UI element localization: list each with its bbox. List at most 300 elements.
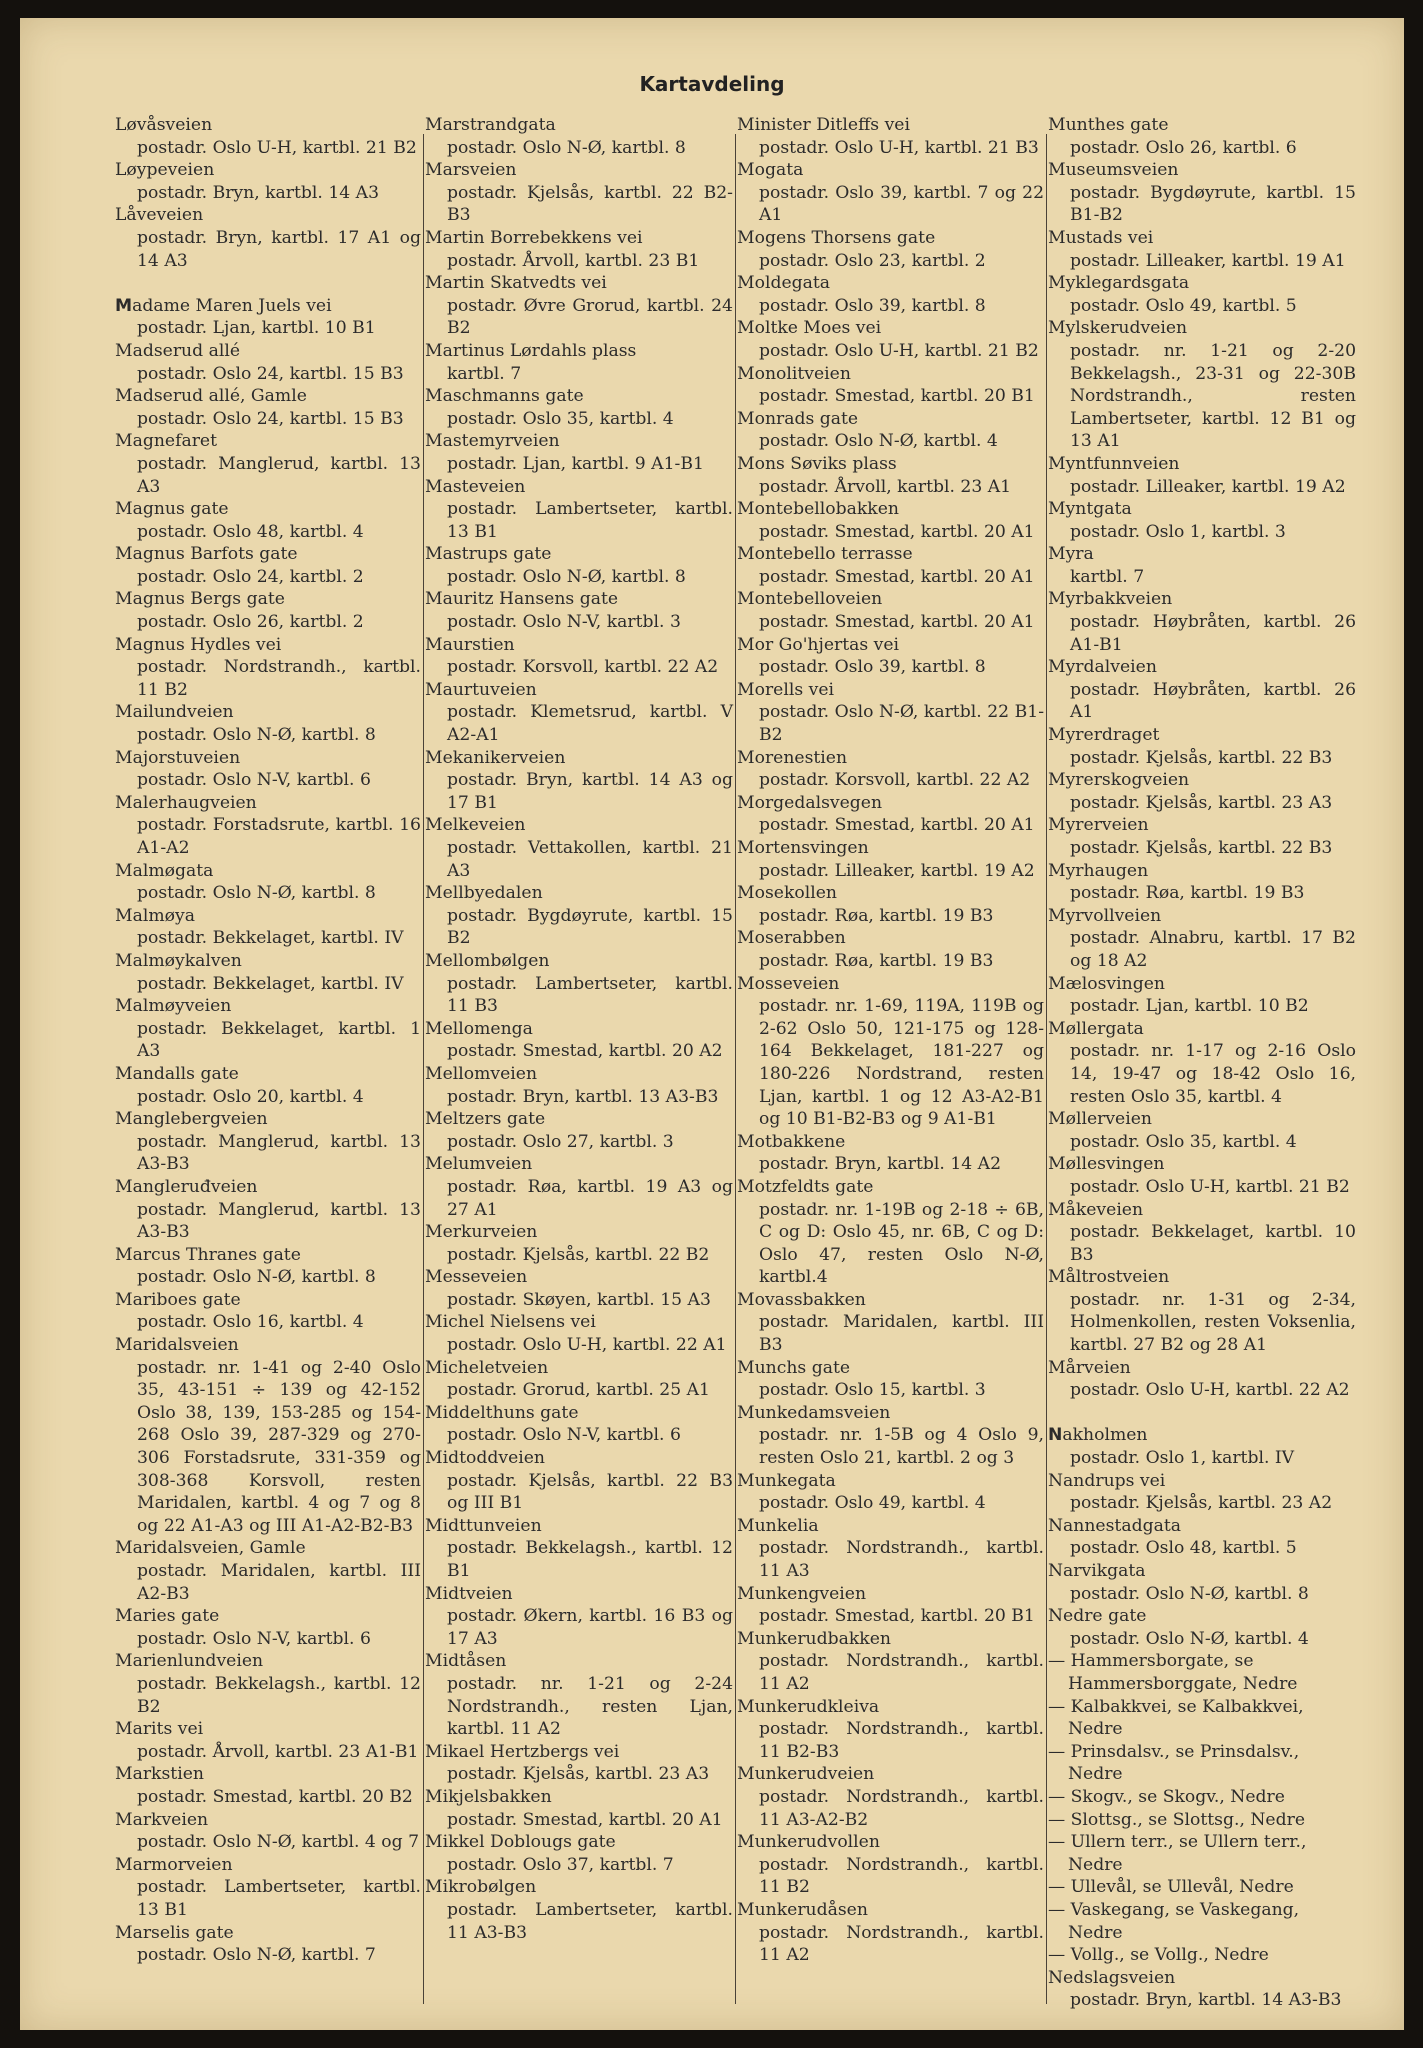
street-detail: postadr. Skøyen, kartbl. 15 A3 xyxy=(447,1289,711,1310)
street-detail: postadr. Oslo 39, kartbl. 8 xyxy=(759,657,986,678)
street-entry xyxy=(425,1018,733,1063)
street-name-text: Narvikgata xyxy=(1048,1561,1146,1581)
street-name-text: Myrerskogveien xyxy=(1048,770,1190,791)
street-name-text: Munkerudkleiva xyxy=(737,1696,880,1717)
street-entry xyxy=(115,1063,421,1108)
street-entry xyxy=(1048,814,1356,859)
street-detail: postadr. Oslo 39, kartbl. 8 xyxy=(759,295,986,316)
street-detail: postadr. Bryn, kartbl. 14 A2 xyxy=(759,1154,1002,1175)
street-name-text: Midtveien xyxy=(425,1583,513,1604)
street-name xyxy=(425,1447,733,1470)
street-detail: postadr. nr. 1-31 og 2-34, Holmenkollen, resten Voksenlia, kartbl. 27 B2 og 28 A1 xyxy=(1070,1289,1356,1356)
street-detail: postadr. Klemetsrud, kartbl. V A2-A1 xyxy=(447,702,733,746)
street-detail: postadr. Smestad, kartbl. 20 A1 xyxy=(759,612,1035,633)
street-name-text: Motbakkene xyxy=(737,1131,846,1152)
street-entry xyxy=(425,1741,733,1786)
street-entry xyxy=(425,476,733,544)
street-detail: postadr. Lambertseter, kartbl. 11 B3 xyxy=(447,973,733,1017)
street-name xyxy=(425,679,733,702)
street-name-text: Morenestien xyxy=(737,747,848,768)
street-entry xyxy=(737,973,1044,1131)
street-entry xyxy=(1048,1967,1356,2012)
street-detail: kartbl. 7 xyxy=(1070,566,1145,587)
street-name-text: Myklegardsgata xyxy=(1048,273,1190,294)
street-name-text: Martin Skatvedts vei xyxy=(425,273,607,294)
street-detail: postadr. Forstadsrute, kartbl. 16 A1-A2 xyxy=(137,815,421,858)
street-name xyxy=(425,272,733,295)
street-entry xyxy=(737,1831,1044,1899)
street-name xyxy=(115,995,421,1018)
street-name xyxy=(425,1153,733,1176)
street-detail: postadr. nr. 1-5B og 4 Oslo 9, resten Oslo 21, kartbl. 2 og 3 xyxy=(759,1425,1044,1469)
street-entry xyxy=(115,1854,421,1922)
street-name-text: Micheletveien xyxy=(425,1357,549,1378)
street-name-text: Melkeveien xyxy=(425,815,526,836)
street-entry xyxy=(425,1583,733,1651)
street-name xyxy=(115,114,421,137)
street-detail: postadr. Oslo N-V, kartbl. 6 xyxy=(137,1628,371,1649)
street-detail: postadr. Bekkelagsh., kartbl. 12 B2 xyxy=(137,1673,421,1717)
street-detail: postadr. Økern, kartbl. 16 B3 og 17 A3 xyxy=(447,1606,733,1649)
street-entry xyxy=(737,1583,1044,1628)
street-detail: postadr. Oslo N-Ø, kartbl. 22 B1-B2 xyxy=(759,702,1044,746)
street-name xyxy=(1048,1560,1356,1583)
street-detail: postadr. Oslo N-Ø, kartbl. 4 xyxy=(759,431,998,452)
street-entry xyxy=(1048,159,1356,227)
street-detail: postadr. Manglerud, kartbl. 13 A3-B3 xyxy=(137,1199,421,1243)
street-detail: postadr. Oslo 35, kartbl. 4 xyxy=(447,408,674,429)
street-detail: postadr. Kjelsås, kartbl. 22 B3 og III B1 xyxy=(447,1470,733,1514)
street-name-text: Myrvollveien xyxy=(1048,905,1162,926)
street-entry xyxy=(115,1289,421,1334)
street-name-text: Motzfeldts gate xyxy=(737,1176,874,1197)
street-name xyxy=(1048,1470,1356,1493)
street-entry xyxy=(1048,1266,1356,1356)
street-detail: postadr. Nordstrandh., kartbl. 11 B2-B3 xyxy=(759,1719,1044,1762)
street-name xyxy=(115,1108,421,1131)
street-name xyxy=(425,747,733,770)
street-name-text: Mailundveien xyxy=(115,702,234,723)
street-name xyxy=(425,634,733,657)
street-name-text: Maurstien xyxy=(425,634,515,655)
street-name xyxy=(1048,1967,1356,1990)
street-name-text: Minister Ditleffs vei xyxy=(737,115,910,135)
street-entry xyxy=(425,1447,733,1515)
street-entry xyxy=(737,453,1044,498)
street-name-text: Myntfunnveien xyxy=(1048,453,1180,474)
street-entry xyxy=(737,1357,1044,1402)
street-entry xyxy=(425,814,733,882)
street-entry xyxy=(115,905,421,950)
street-detail: postadr. Oslo 1, kartbl. IV xyxy=(1070,1448,1295,1469)
street-name xyxy=(737,1131,1044,1154)
street-name-text: Magnus Barfots gate xyxy=(115,544,298,565)
street-detail: postadr. Oslo U-H, kartbl. 21 B3 xyxy=(759,137,1039,158)
street-detail: postadr. Bryn, kartbl. 17 A1 og 14 A3 xyxy=(137,227,421,271)
street-name xyxy=(425,1221,733,1244)
street-name xyxy=(737,679,1044,702)
street-detail: postadr. Nordstrandh., kartbl. 11 A2 xyxy=(759,1651,1044,1694)
street-entry xyxy=(1048,860,1356,905)
street-name xyxy=(425,814,733,837)
street-entry xyxy=(115,1809,421,1854)
street-name-text: Magnus Bergs gate xyxy=(115,589,285,610)
street-entry xyxy=(737,363,1044,408)
street-detail: postadr. Oslo 23, kartbl. 2 xyxy=(759,250,986,271)
street-entry xyxy=(425,1311,733,1356)
street-name xyxy=(737,114,1044,137)
street-name xyxy=(425,340,733,363)
street-detail: postadr. Kjelsås, kartbl. 22 B3 xyxy=(1070,838,1333,858)
street-name-text: Måltrostveien xyxy=(1048,1267,1170,1288)
street-entry xyxy=(115,430,421,498)
street-entry xyxy=(425,882,733,950)
street-entry xyxy=(1048,114,1356,159)
index-column-2 xyxy=(425,114,733,1944)
street-name xyxy=(115,1922,421,1945)
street-detail: postadr. Grorud, kartbl. 25 A1 xyxy=(447,1380,710,1401)
street-name xyxy=(737,837,1044,860)
street-name-text: Madserud allé, Gamle xyxy=(115,386,307,407)
street-name-text: Middelthuns gate xyxy=(425,1402,579,1423)
street-detail: postadr. Årvoll, kartbl. 23 A1-B1 xyxy=(137,1741,419,1762)
street-name-text: Løvåsveien xyxy=(115,115,213,135)
street-entry xyxy=(737,1402,1044,1470)
street-name-text: Mekanikerveien xyxy=(425,747,566,768)
street-entry xyxy=(115,1244,421,1289)
street-detail: postadr. Oslo 16, kartbl. 4 xyxy=(137,1312,364,1333)
street-name-text: Maridalsveien xyxy=(115,1335,239,1356)
street-detail: postadr. Bryn, kartbl. 14 A3 og 17 B1 xyxy=(447,770,733,813)
street-detail: postadr. Oslo N-V, kartbl. 6 xyxy=(447,1425,681,1446)
street-detail: postadr. Oslo U-H, kartbl. 21 B2 xyxy=(759,340,1039,361)
street-detail: postadr. Oslo 39, kartbl. 7 og 22 A1 xyxy=(759,182,1044,226)
street-name xyxy=(737,1628,1044,1651)
street-detail: postadr. Kjelsås, kartbl. 23 A3 xyxy=(1070,792,1333,813)
street-name-text: Midtoddveien xyxy=(425,1448,545,1469)
street-name-text: Mælosvingen xyxy=(1048,973,1165,994)
street-name xyxy=(115,950,421,973)
street-detail: postadr. Kjelsås, kartbl. 22 B3 xyxy=(1070,747,1333,768)
street-name-text: Moltke Moes vei xyxy=(737,318,882,339)
street-detail: postadr. Smestad, kartbl. 20 A1 xyxy=(759,521,1035,542)
street-entry xyxy=(737,1289,1044,1357)
street-name-text: Mogata xyxy=(737,160,804,181)
street-name xyxy=(115,747,421,770)
street-name-text: Mogens Thorsens gate xyxy=(737,227,936,248)
street-detail: postadr. nr. 1-17 og 2-16 Oslo 14, 19-47 og 18-42 Oslo 16, resten Oslo 35, kartbl. 4 xyxy=(1070,1041,1356,1107)
street-detail: postadr. Smestad, kartbl. 20 B1 xyxy=(759,1606,1035,1627)
street-entry xyxy=(1048,769,1356,814)
street-entry xyxy=(737,747,1044,792)
street-name-text: Munkegata xyxy=(737,1470,836,1491)
street-detail: postadr. Oslo N-Ø, kartbl. 8 xyxy=(447,566,686,587)
street-entry xyxy=(737,1628,1044,1696)
street-name xyxy=(115,430,421,453)
section-initial: N xyxy=(1048,1425,1063,1446)
street-name-text: Monolitveien xyxy=(737,363,851,384)
street-name xyxy=(115,543,421,566)
street-name xyxy=(737,363,1044,386)
street-name xyxy=(115,385,421,408)
street-detail: postadr. Smestad, kartbl. 20 B2 xyxy=(137,1786,413,1807)
street-entry xyxy=(115,114,421,159)
street-entry xyxy=(425,1221,733,1266)
street-entry xyxy=(115,701,421,746)
street-entry xyxy=(737,1131,1044,1176)
street-detail: postadr. Oslo N-V, kartbl. 3 xyxy=(447,612,681,633)
street-entry xyxy=(115,1763,421,1808)
street-entry xyxy=(425,1402,733,1447)
street-name-text: Mosseveien xyxy=(737,973,840,994)
street-name-text: Mustads vei xyxy=(1048,227,1154,248)
street-name-text: Messeveien xyxy=(425,1267,528,1288)
street-name-text: Munchs gate xyxy=(737,1357,851,1378)
street-name xyxy=(737,634,1044,657)
street-detail: postadr. Kjelsås, kartbl. 22 B2-B3 xyxy=(447,182,733,226)
street-detail: postadr. Kjelsås, kartbl. 22 B2 xyxy=(447,1244,710,1265)
street-name xyxy=(115,1176,421,1199)
street-name-text: Munkerudveien xyxy=(737,1764,875,1785)
street-detail: postadr. Korsvoll, kartbl. 22 A2 xyxy=(759,770,1031,791)
street-detail: postadr. nr. 1-21 og 2-20 Bekkelagsh., 23-31 og 22-30B Nordstrandh., resten Lambertseter, kartbl. 12 B1 og 13 A1 xyxy=(1070,340,1356,452)
street-detail: postadr. Oslo 48, kartbl. 5 xyxy=(1070,1538,1297,1559)
street-name-text: Mårveien xyxy=(1048,1357,1131,1378)
street-name-text: Martinus Lørdahls plass xyxy=(425,340,637,361)
street-entry xyxy=(425,1515,733,1583)
street-name-text: Løypeveien xyxy=(115,160,215,181)
street-detail: postadr. Oslo 49, kartbl. 5 xyxy=(1070,295,1297,316)
street-name xyxy=(1048,114,1356,137)
street-entry xyxy=(737,837,1044,882)
street-name xyxy=(737,1515,1044,1538)
street-name xyxy=(737,227,1044,250)
street-name-text: Midttunveien xyxy=(425,1515,542,1536)
street-name-text: Masteveien xyxy=(425,476,526,497)
street-detail: postadr. Oslo 26, kartbl. 6 xyxy=(1070,137,1297,158)
street-detail: postadr. Lambertseter, kartbl. 13 B1 xyxy=(137,1877,421,1920)
street-name-text: Maridalsveien, Gamle xyxy=(115,1538,306,1559)
street-detail: postadr. Maridalen, kartbl. III A2-B3 xyxy=(137,1561,421,1604)
street-name xyxy=(115,340,421,363)
street-name xyxy=(425,1583,733,1606)
street-name xyxy=(115,634,421,657)
street-name-text: Marmorveien xyxy=(115,1854,233,1875)
street-entry xyxy=(737,882,1044,927)
street-detail: postadr. Oslo N-Ø, kartbl. 8 xyxy=(1070,1583,1309,1604)
column-divider xyxy=(735,134,736,2004)
street-name xyxy=(425,543,733,566)
street-name xyxy=(737,498,1044,521)
street-detail: postadr. Oslo N-Ø, kartbl. 8 xyxy=(137,883,376,904)
street-name xyxy=(737,453,1044,476)
street-detail: postadr. Smestad, kartbl. 20 A1 xyxy=(447,1809,723,1830)
street-name-text: Mastrups gate xyxy=(425,544,552,565)
street-entry xyxy=(737,792,1044,837)
index-column-3 xyxy=(737,114,1044,1967)
street-name-text: Manglebergveien xyxy=(115,1109,268,1130)
street-detail: postadr. Oslo N-Ø, kartbl. 8 xyxy=(137,725,376,746)
street-detail: postadr. Oslo U-H, kartbl. 21 B2 xyxy=(1070,1176,1350,1197)
street-entry xyxy=(425,950,733,1018)
street-entry xyxy=(115,1176,421,1244)
street-name xyxy=(737,973,1044,996)
street-entry xyxy=(737,543,1044,588)
street-detail: kartbl. 7 xyxy=(447,363,522,384)
street-name-text: Myrbakkveien xyxy=(1048,589,1173,610)
street-name xyxy=(1048,1424,1356,1447)
street-name xyxy=(425,385,733,408)
cross-reference: — Kalbakkvei, se Kalbakkvei, Nedre xyxy=(1048,1696,1304,1740)
street-name xyxy=(425,1108,733,1131)
street-detail: postadr. Lambertseter, kartbl. 11 A3-B3 xyxy=(447,1899,733,1943)
street-name-text: Munkelia xyxy=(737,1515,819,1536)
street-detail: postadr. Smestad, kartbl. 20 A1 xyxy=(759,815,1035,836)
street-entry xyxy=(425,385,733,430)
street-name-text: Mauritz Hansens gate xyxy=(425,589,619,610)
street-entry xyxy=(425,1357,733,1402)
street-entry xyxy=(737,1470,1044,1515)
street-name-text: Mons Søviks plass xyxy=(737,453,897,474)
street-name-text: Movassbakken xyxy=(737,1289,866,1310)
street-detail: postadr. nr. 1-41 og 2-40 Oslo 35, 43-151 ÷ 139 og 42-152 Oslo 38, 139, 153-285 og 154-268 Oslo 39, 287-329 og 270-306 Forstadsrute, 331-359 og 308-368 Korsvoll, resten Maridalen, kartbl. 4 og 7 og 8 og 22 A1-A3 og III A1-A2-B2-B3 xyxy=(137,1357,421,1536)
street-name-text: Malmøyveien xyxy=(115,996,232,1017)
cross-reference: — Vollg., se Vollg., Nedre xyxy=(1048,1945,1269,1966)
street-name-text: Marits vei xyxy=(115,1719,204,1740)
street-name xyxy=(115,159,421,182)
street-name-text: Mangleruđveien xyxy=(115,1176,258,1197)
street-detail: postadr. Bygdøyrute, kartbl. 15 B2 xyxy=(447,905,733,949)
street-detail: postadr. Oslo U-H, kartbl. 22 A2 xyxy=(1070,1380,1350,1401)
street-entry xyxy=(425,227,733,272)
street-detail: postadr. Lilleaker, kartbl. 19 A2 xyxy=(759,860,1035,881)
street-detail: postadr. Oslo 48, kartbl. 4 xyxy=(137,521,364,542)
street-name xyxy=(737,588,1044,611)
street-name-text: Møllesvingen xyxy=(1048,1154,1165,1175)
street-entry xyxy=(115,747,421,792)
street-name xyxy=(1048,973,1356,996)
street-entry xyxy=(1048,1153,1356,1198)
street-name xyxy=(737,1696,1044,1719)
page-title: Kartavdeling xyxy=(639,72,785,96)
street-detail: postadr. Bekkelaget, kartbl. 1 A3 xyxy=(137,1018,421,1062)
street-detail: postadr. Nordstrandh., kartbl. 11 B2 xyxy=(759,1854,1044,1898)
street-name-text: Mosekollen xyxy=(737,883,837,904)
street-name-text: Måkeveien xyxy=(1048,1199,1144,1220)
street-entry xyxy=(1048,973,1356,1018)
street-name-text: Marselis gate xyxy=(115,1922,234,1943)
section-initial: M xyxy=(115,295,133,316)
street-name-text: Mylskerudveien xyxy=(1048,318,1188,339)
street-entry xyxy=(1048,1199,1356,1267)
street-detail: postadr. Smestad, kartbl. 20 A2 xyxy=(447,1041,723,1062)
street-entry xyxy=(425,1108,733,1153)
street-entry xyxy=(737,679,1044,747)
street-entry xyxy=(115,295,421,340)
street-name-text: Munkedamsveien xyxy=(737,1402,891,1423)
street-name xyxy=(425,1650,733,1673)
street-name xyxy=(115,1334,421,1357)
street-entry xyxy=(1048,656,1356,724)
street-entry xyxy=(737,1515,1044,1583)
street-name xyxy=(425,476,733,499)
street-detail: postadr. Oslo 15, kartbl. 3 xyxy=(759,1380,986,1401)
street-name-text: Michel Nielsens vei xyxy=(425,1312,596,1333)
street-entry xyxy=(425,1786,733,1831)
street-entry xyxy=(737,1176,1044,1289)
street-name xyxy=(1048,814,1356,837)
street-entry xyxy=(1048,227,1356,272)
street-name xyxy=(1048,860,1356,883)
street-name xyxy=(425,1741,733,1764)
street-name xyxy=(115,1763,421,1786)
street-name xyxy=(115,1854,421,1877)
street-name xyxy=(115,1605,421,1628)
street-name-text: Magnus gate xyxy=(115,499,229,520)
street-name-text: Malmøykalven xyxy=(115,950,242,971)
street-name xyxy=(737,882,1044,905)
street-name xyxy=(425,1831,733,1854)
street-entry xyxy=(1048,588,1356,656)
street-name xyxy=(425,1311,733,1334)
street-detail: postadr. Røa, kartbl. 19 A3 og 27 A1 xyxy=(447,1176,733,1220)
street-detail: postadr. Ljan, kartbl. 9 A1-B1 xyxy=(447,453,704,474)
street-name-text: Mellomveien xyxy=(425,1063,538,1084)
street-name xyxy=(737,1763,1044,1786)
street-entry xyxy=(737,317,1044,362)
street-detail: postadr. Nordstrandh., kartbl. 11 A3-A2-B2 xyxy=(759,1786,1044,1830)
street-entry xyxy=(737,634,1044,679)
street-entry xyxy=(425,430,733,475)
street-name-text: Meltzers gate xyxy=(425,1109,546,1130)
street-entry xyxy=(425,588,733,633)
street-entry xyxy=(737,588,1044,633)
street-entry xyxy=(1048,498,1356,543)
street-entry xyxy=(115,1922,421,1967)
street-name-text: Melumveien xyxy=(425,1154,533,1175)
street-name-text: Myntgata xyxy=(1048,499,1132,520)
street-name-text: Malmøgata xyxy=(115,860,214,881)
street-detail: postadr. Bryn, kartbl. 14 A3-B3 xyxy=(1070,1990,1342,2011)
street-detail: postadr. Manglerud, kartbl. 13 A3 xyxy=(137,453,421,497)
street-name-text: Maschmanns gate xyxy=(425,386,584,407)
street-name xyxy=(115,1809,421,1832)
street-name xyxy=(1048,317,1356,340)
street-detail: postadr. Manglerud, kartbl. 13 A3-B3 xyxy=(137,1131,421,1175)
street-name xyxy=(1048,1153,1356,1176)
cross-reference: — Hammersborgate, se Hammersborggate, Nedre xyxy=(1048,1651,1298,1694)
street-name-text: Marsveien xyxy=(425,160,517,181)
street-name xyxy=(1048,227,1356,250)
street-name-text: Mandalls gate xyxy=(115,1063,239,1084)
street-name xyxy=(1048,1108,1356,1131)
street-name-text: Morells vei xyxy=(737,679,834,700)
column-divider xyxy=(423,134,424,2004)
street-entry xyxy=(425,543,733,588)
street-name xyxy=(1048,656,1356,679)
street-detail: postadr. Maridalen, kartbl. III B3 xyxy=(759,1312,1044,1356)
street-detail: postadr. Bekkelaget, kartbl. IV xyxy=(137,973,404,994)
street-name-text: Malerhaugveien xyxy=(115,792,257,813)
street-name-text: Nandrups vei xyxy=(1048,1470,1166,1491)
street-name-text: Låveveien xyxy=(115,205,204,226)
street-name xyxy=(115,498,421,521)
street-detail: postadr. Nordstrandh., kartbl. 11 A3 xyxy=(759,1538,1044,1581)
street-detail: postadr. Røa, kartbl. 19 B3 xyxy=(1070,883,1305,904)
street-name xyxy=(737,1357,1044,1380)
street-name-text: Markstien xyxy=(115,1764,204,1785)
street-detail: postadr. nr. 1-69, 119A, 119B og 2-62 Oslo 50, 121-175 og 128-164 Bekkelaget, 181-227 og 180-226 Nordstrand, resten Ljan, kartbl. 1 og 12 A3-A2-B1 og 10 B1-B2-B3 og 9 A1-B1 xyxy=(759,996,1044,1130)
